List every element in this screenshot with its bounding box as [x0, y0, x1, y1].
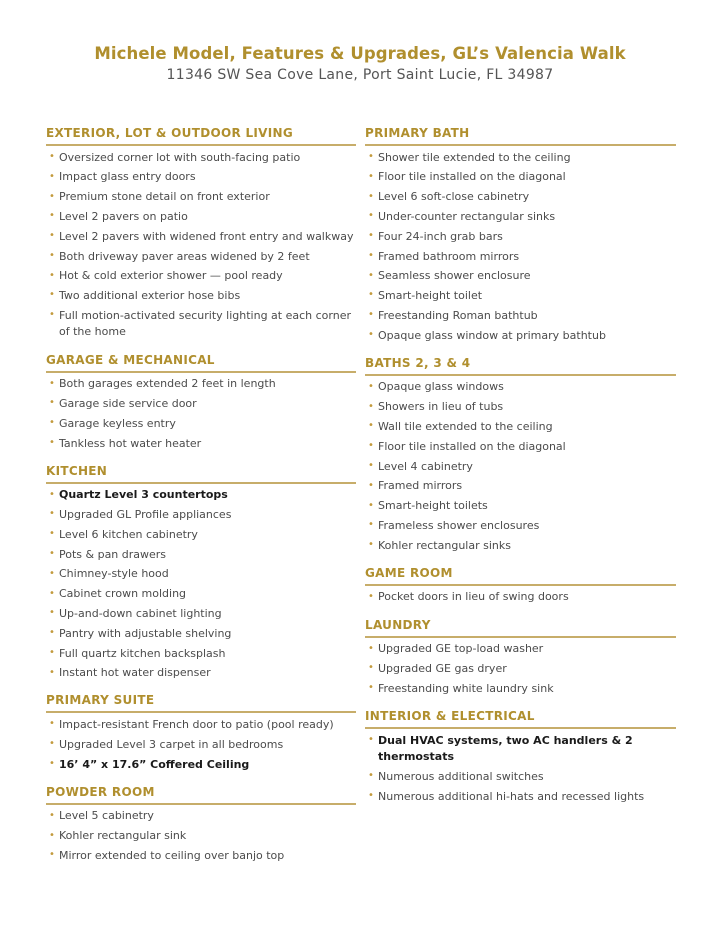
feature-item [46, 434, 356, 454]
bullet-icon: • [368, 269, 374, 281]
feature-item [46, 525, 356, 545]
bullet-icon: • [49, 587, 55, 599]
feature-item [46, 664, 356, 684]
feature-item [365, 267, 676, 287]
feature-list [46, 486, 356, 684]
section-exterior [46, 126, 356, 343]
feature-list [365, 640, 676, 699]
bullet-icon: • [368, 329, 374, 341]
section-game-room [365, 566, 676, 608]
bullet-icon: • [368, 440, 374, 452]
feature-item [46, 286, 356, 306]
feature-text: Cabinet crown molding [59, 587, 187, 601]
feature-text: Freestanding white laundry sink [378, 681, 554, 695]
section-garage [46, 353, 356, 454]
feature-item [46, 545, 356, 565]
section-title: KITCHEN [46, 464, 356, 484]
bullet-icon: • [368, 400, 374, 412]
feature-item [365, 767, 676, 787]
feature-item [46, 604, 356, 624]
bullet-icon: • [49, 738, 55, 750]
section-title: PRIMARY SUITE [46, 693, 356, 713]
bullet-icon: • [49, 230, 55, 242]
bullet-icon: • [368, 590, 374, 602]
bullet-icon: • [49, 607, 55, 619]
bullet-icon: • [49, 436, 55, 448]
feature-text: Framed bathroom mirrors [378, 249, 520, 263]
section-laundry [365, 618, 676, 699]
feature-text: Four 24-inch grab bars [378, 229, 503, 243]
feature-text: Level 6 soft-close cabinetry [378, 190, 530, 204]
feature-text: Garage side service door [59, 396, 197, 410]
feature-item [46, 207, 356, 227]
feature-text: Pocket doors in lieu of swing doors [378, 590, 569, 604]
bullet-icon: • [49, 508, 55, 520]
feature-item [46, 188, 356, 208]
section-title: BATHS 2, 3 & 4 [365, 356, 676, 376]
feature-text: Upgraded Level 3 carpet in all bedrooms [59, 737, 284, 751]
bullet-icon: • [368, 499, 374, 511]
feature-text: Impact-resistant French door to patio (pool ready) [59, 718, 334, 732]
section-title: POWDER ROOM [46, 785, 356, 805]
feature-item [46, 644, 356, 664]
section-baths-2-3-4 [365, 356, 676, 556]
feature-item [46, 624, 356, 644]
bullet-icon: • [368, 790, 374, 802]
feature-text: Chimney-style hood [59, 567, 169, 581]
feature-item [46, 486, 356, 506]
feature-text: Full motion-activated security lighting at each corner of the home [59, 308, 352, 339]
feature-item [46, 505, 356, 525]
feature-text: Freestanding Roman bathtub [378, 308, 538, 322]
feature-text: Under-counter rectangular sinks [378, 209, 556, 223]
bullet-icon: • [368, 519, 374, 531]
section-powder-room [46, 785, 356, 866]
feature-item [46, 267, 356, 287]
section-primary-suite [46, 693, 356, 774]
bullet-icon: • [368, 190, 374, 202]
feature-text: Pots & pan drawers [59, 547, 167, 561]
feature-text: Two additional exterior hose bibs [59, 289, 241, 303]
feature-text: Numerous additional hi-hats and recessed lights [378, 789, 645, 803]
section-title: LAUNDRY [365, 618, 676, 638]
feature-text: Opaque glass window at primary bathtub [378, 328, 606, 342]
feature-text: Opaque glass windows [378, 380, 504, 394]
bullet-icon: • [368, 662, 374, 674]
section-interior-electrical [365, 709, 676, 807]
feature-text: Level 4 cabinetry [378, 459, 473, 473]
bullet-icon: • [49, 646, 55, 658]
bullet-icon: • [368, 249, 374, 261]
bullet-icon: • [368, 230, 374, 242]
feature-text: Premium stone detail on front exterior [59, 190, 270, 204]
bullet-icon: • [368, 380, 374, 392]
bullet-icon: • [49, 190, 55, 202]
feature-item [365, 497, 676, 517]
bullet-icon: • [49, 849, 55, 861]
bullet-icon: • [49, 210, 55, 222]
feature-item [365, 536, 676, 556]
feature-item [365, 588, 676, 608]
feature-text: Tankless hot water heater [59, 436, 202, 450]
feature-text: Mirror extended to ceiling over banjo top [59, 849, 285, 863]
feature-text: Pantry with adjustable shelving [59, 626, 232, 640]
section-title: EXTERIOR, LOT & OUTDOOR LIVING [46, 126, 356, 146]
feature-text: 16’ 4” x 17.6” Coffered Ceiling [59, 757, 250, 771]
feature-item [46, 565, 356, 585]
feature-item [46, 807, 356, 827]
feature-item [365, 306, 676, 326]
feature-text: Framed mirrors [378, 479, 463, 493]
feature-item [46, 755, 356, 775]
feature-text: Showers in lieu of tubs [378, 400, 504, 414]
bullet-icon: • [49, 397, 55, 409]
feature-item [365, 378, 676, 398]
property-address: 11346 SW Sea Cove Lane, Port Saint Lucie, FL 34987 [166, 67, 554, 83]
feature-item [365, 286, 676, 306]
bullet-icon: • [49, 718, 55, 730]
feature-text: Hot & cold exterior shower — pool ready [59, 269, 283, 283]
feature-item [46, 827, 356, 847]
feature-text: Kohler rectangular sinks [378, 538, 511, 552]
bullet-icon: • [49, 528, 55, 540]
section-title: PRIMARY BATH [365, 126, 676, 146]
document-title: Michele Model, Features & Upgrades, GL’s Valencia Walk [94, 44, 626, 63]
feature-text: Wall tile extended to the ceiling [378, 420, 553, 434]
feature-item [46, 414, 356, 434]
feature-item [46, 168, 356, 188]
feature-item [46, 585, 356, 605]
feature-item [46, 306, 356, 342]
bullet-icon: • [49, 170, 55, 182]
bullet-icon: • [49, 809, 55, 821]
feature-text: Shower tile extended to the ceiling [378, 150, 571, 164]
feature-list [46, 807, 356, 866]
feature-list [46, 715, 356, 774]
feature-text: Floor tile installed on the diagonal [378, 439, 566, 453]
feature-text: Floor tile installed on the diagonal [378, 170, 566, 184]
bullet-icon: • [368, 289, 374, 301]
left-column [46, 126, 356, 876]
feature-text: Level 2 pavers with widened front entry and walkway [59, 229, 354, 243]
bullet-icon: • [49, 309, 55, 321]
bullet-icon: • [368, 170, 374, 182]
feature-text: Smart-height toilet [378, 289, 483, 303]
feature-item [365, 457, 676, 477]
feature-text: Level 5 cabinetry [59, 809, 154, 823]
feature-item [46, 846, 356, 866]
feature-item [365, 516, 676, 536]
feature-item [46, 227, 356, 247]
feature-text: Upgraded GL Profile appliances [59, 508, 232, 522]
bullet-icon: • [49, 627, 55, 639]
bullet-icon: • [368, 309, 374, 321]
feature-item [365, 731, 676, 767]
bullet-icon: • [49, 249, 55, 261]
bullet-icon: • [368, 151, 374, 162]
feature-text: Oversized corner lot with south-facing patio [59, 150, 301, 164]
feature-text: Level 6 kitchen cabinetry [59, 527, 198, 541]
feature-item [365, 417, 676, 437]
feature-item [365, 207, 676, 227]
feature-list [365, 148, 676, 346]
feature-list [46, 375, 356, 454]
feature-text: Frameless shower enclosures [378, 518, 540, 532]
feature-item [46, 148, 356, 168]
feature-text: Seamless shower enclosure [378, 269, 531, 283]
feature-item [365, 787, 676, 807]
feature-item [365, 168, 676, 188]
feature-text: Both garages extended 2 feet in length [59, 377, 276, 391]
feature-item [365, 326, 676, 346]
section-title: INTERIOR & ELECTRICAL [365, 709, 676, 729]
feature-text: Full quartz kitchen backsplash [59, 646, 226, 660]
feature-text: Kohler rectangular sink [59, 829, 187, 843]
feature-item [46, 247, 356, 267]
bullet-icon: • [49, 758, 55, 770]
bullet-icon: • [49, 151, 55, 162]
feature-item [365, 188, 676, 208]
section-title: GARAGE & MECHANICAL [46, 353, 356, 373]
feature-text: Level 2 pavers on patio [59, 209, 188, 223]
feature-text: Garage keyless entry [59, 416, 176, 430]
bullet-icon: • [368, 420, 374, 432]
bullet-icon: • [368, 539, 374, 551]
bullet-icon: • [368, 682, 374, 694]
feature-list [46, 148, 356, 343]
bullet-icon: • [49, 666, 55, 678]
feature-text: Upgraded GE top-load washer [378, 642, 544, 656]
feature-item [46, 715, 356, 735]
feature-text: Instant hot water dispenser [59, 666, 211, 680]
feature-item [365, 148, 676, 168]
bullet-icon: • [368, 459, 374, 471]
feature-text: Up-and-down cabinet lighting [59, 606, 222, 620]
bullet-icon: • [368, 642, 374, 654]
feature-item [365, 227, 676, 247]
right-column [365, 126, 676, 817]
bullet-icon: • [368, 770, 374, 782]
feature-item [365, 659, 676, 679]
section-primary-bath [365, 126, 676, 346]
bullet-icon: • [49, 377, 55, 389]
bullet-icon: • [368, 210, 374, 222]
feature-item [365, 477, 676, 497]
feature-item [365, 679, 676, 699]
bullet-icon: • [49, 567, 55, 579]
feature-text: Both driveway paver areas widened by 2 feet [59, 249, 310, 263]
bullet-icon: • [49, 548, 55, 559]
feature-list [365, 731, 676, 807]
feature-text: Impact glass entry doors [59, 170, 196, 184]
bullet-icon: • [49, 269, 55, 281]
bullet-icon: • [49, 488, 55, 500]
bullet-icon: • [49, 417, 55, 429]
section-title: GAME ROOM [365, 566, 676, 586]
feature-item [46, 394, 356, 414]
feature-text: Numerous additional switches [378, 769, 544, 783]
bullet-icon: • [49, 829, 55, 841]
bullet-icon: • [368, 479, 374, 491]
bullet-icon: • [368, 733, 374, 745]
feature-item [365, 437, 676, 457]
feature-text: Dual HVAC systems, two AC handlers & 2 thermostats [378, 733, 633, 764]
feature-item [46, 735, 356, 755]
bullet-icon: • [49, 289, 55, 301]
feature-item [46, 375, 356, 395]
section-kitchen [46, 464, 356, 684]
feature-item [365, 398, 676, 418]
feature-text: Upgraded GE gas dryer [378, 662, 507, 676]
feature-text: Smart-height toilets [378, 499, 488, 513]
feature-item [365, 640, 676, 660]
feature-text: Quartz Level 3 countertops [59, 488, 228, 502]
feature-item [365, 247, 676, 267]
feature-list [365, 378, 676, 556]
feature-list [365, 588, 676, 608]
